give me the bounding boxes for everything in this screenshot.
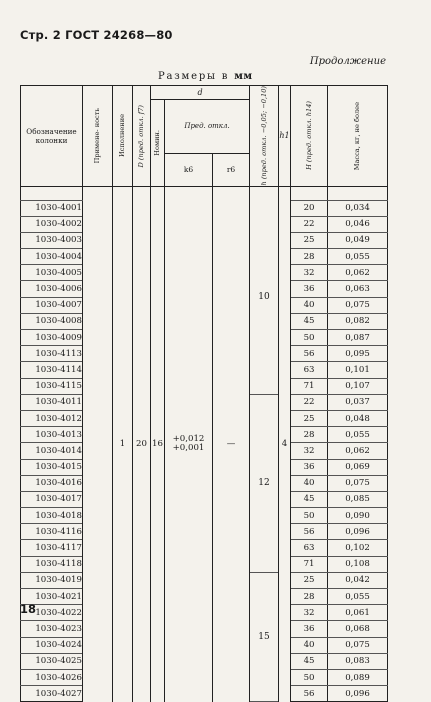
mass-cell: 0,087	[328, 330, 388, 346]
H-cell: 50	[291, 508, 328, 524]
mass-cell: 0,046	[328, 216, 388, 232]
mass-cell: 0,063	[328, 281, 388, 297]
designation-cell: 1030-4018	[21, 508, 83, 524]
H-cell: 25	[291, 410, 328, 426]
H-cell: 32	[291, 265, 328, 281]
H-cell: 63	[291, 540, 328, 556]
k6-tolerance	[165, 186, 213, 702]
gap-code	[21, 186, 83, 200]
mass-cell: 0,037	[328, 394, 388, 410]
mass-cell: 0,048	[328, 410, 388, 426]
designation-cell: 1030-4023	[21, 621, 83, 637]
mass-cell: 0,055	[328, 589, 388, 605]
designation-cell: 1030-4027	[21, 686, 83, 702]
H-cell: 28	[291, 249, 328, 265]
h-group-value: 15	[250, 572, 279, 702]
mass-cell: 0,085	[328, 491, 388, 507]
mass-cell: 0,061	[328, 605, 388, 621]
designation-cell: 1030-4004	[21, 249, 83, 265]
designation-cell: 1030-4113	[21, 346, 83, 362]
H-cell: 45	[291, 313, 328, 329]
col-designation: Обозначение колонки	[21, 86, 83, 187]
designation-cell: 1030-4007	[21, 297, 83, 313]
mass-cell: 0,090	[328, 508, 388, 524]
H-cell: 40	[291, 475, 328, 491]
designation-cell: 1030-4118	[21, 556, 83, 572]
designation-cell: 1030-4021	[21, 589, 83, 605]
col-pred-otkl: Пред. откл.	[165, 100, 250, 154]
H-cell: 45	[291, 491, 328, 507]
H-cell: 36	[291, 459, 328, 475]
col-mass: Масса, кг, не более	[328, 86, 388, 187]
H-cell: 45	[291, 653, 328, 669]
mass-cell: 0,101	[328, 362, 388, 378]
mass-cell: 0,042	[328, 572, 388, 588]
H-gap	[291, 186, 328, 200]
mass-cell: 0,034	[328, 200, 388, 216]
designation-cell: 1030-4026	[21, 669, 83, 685]
continuation-label: Продолжение	[309, 56, 386, 67]
designation-cell: 1030-4022	[21, 605, 83, 621]
mass-cell: 0,068	[328, 621, 388, 637]
H-cell: 36	[291, 281, 328, 297]
designation-cell: 1030-4001	[21, 200, 83, 216]
designation-cell: 1030-4011	[21, 394, 83, 410]
designation-cell: 1030-4116	[21, 524, 83, 540]
col-H: H (пред. откл. h14)	[291, 86, 328, 187]
mass-cell: 0,083	[328, 653, 388, 669]
designation-cell: 1030-4016	[21, 475, 83, 491]
mass-gap	[328, 186, 388, 200]
H-cell: 50	[291, 669, 328, 685]
col-k6: k6	[165, 153, 213, 186]
mass-cell: 0,055	[328, 249, 388, 265]
h-group-value: 12	[250, 394, 279, 572]
h1-value: 4	[279, 186, 291, 702]
H-cell: 40	[291, 637, 328, 653]
table-gap-row	[21, 186, 388, 200]
col-r6: r6	[213, 153, 250, 186]
mass-cell: 0,062	[328, 443, 388, 459]
designation-cell: 1030-4015	[21, 459, 83, 475]
col-execution: Исполнение	[113, 86, 133, 187]
designation-cell: 1030-4003	[21, 232, 83, 248]
sizes-unit: мм	[234, 71, 253, 82]
mass-cell: 0,049	[328, 232, 388, 248]
H-cell: 25	[291, 232, 328, 248]
designation-cell: 1030-4024	[21, 637, 83, 653]
nominal-value: 16	[151, 186, 165, 702]
mass-cell: 0,108	[328, 556, 388, 572]
mass-cell: 0,069	[328, 459, 388, 475]
k6-lower: +0,001	[172, 443, 205, 454]
designation-cell: 1030-4012	[21, 410, 83, 426]
k6-upper: +0,012	[172, 434, 205, 445]
col-application: Примене- ность	[83, 86, 113, 187]
H-cell: 25	[291, 572, 328, 588]
designation-cell: 1030-4006	[21, 281, 83, 297]
designation-cell: 1030-4025	[21, 653, 83, 669]
designation-cell: 1030-4008	[21, 313, 83, 329]
application-cell	[83, 186, 113, 702]
designation-cell: 1030-4009	[21, 330, 83, 346]
designation-cell: 1030-4005	[21, 265, 83, 281]
table-body	[21, 186, 388, 702]
mass-cell: 0,082	[328, 313, 388, 329]
H-cell: 71	[291, 556, 328, 572]
mass-cell: 0,102	[328, 540, 388, 556]
sizes-label: Размеры в	[158, 71, 230, 82]
H-cell: 36	[291, 621, 328, 637]
H-cell: 22	[291, 216, 328, 232]
designation-cell: 1030-4114	[21, 362, 83, 378]
mass-cell: 0,107	[328, 378, 388, 394]
mass-cell: 0,096	[328, 524, 388, 540]
H-cell: 56	[291, 346, 328, 362]
H-cell: 40	[291, 297, 328, 313]
H-cell: 32	[291, 443, 328, 459]
designation-cell: 1030-4019	[21, 572, 83, 588]
designation-cell: 1030-4115	[21, 378, 83, 394]
D-value: 20	[133, 186, 151, 702]
h-gap	[250, 186, 279, 200]
r6-value: —	[213, 186, 250, 702]
mass-cell: 0,096	[328, 686, 388, 702]
H-cell: 50	[291, 330, 328, 346]
designation-cell: 1030-4117	[21, 540, 83, 556]
col-D: D (пред. откл. f7)	[133, 86, 151, 187]
dimensions-table	[20, 85, 388, 702]
H-cell: 28	[291, 589, 328, 605]
col-nominal: Номин.	[151, 100, 165, 187]
mass-cell: 0,075	[328, 637, 388, 653]
designation-cell: 1030-4002	[21, 216, 83, 232]
mass-cell: 0,055	[328, 427, 388, 443]
page-header: Стр. 2 ГОСТ 24268—80	[20, 28, 173, 42]
mass-cell: 0,095	[328, 346, 388, 362]
designation-cell: 1030-4014	[21, 443, 83, 459]
H-cell: 28	[291, 427, 328, 443]
H-cell: 56	[291, 686, 328, 702]
col-h1: h1	[279, 86, 291, 187]
page-number: 18	[20, 602, 37, 616]
H-cell: 22	[291, 394, 328, 410]
col-h: h (пред. откл. −0,05; −0,10)	[250, 86, 279, 187]
mass-cell: 0,089	[328, 669, 388, 685]
H-cell: 32	[291, 605, 328, 621]
H-cell: 63	[291, 362, 328, 378]
mass-cell: 0,062	[328, 265, 388, 281]
designation-cell: 1030-4017	[21, 491, 83, 507]
mass-cell: 0,075	[328, 297, 388, 313]
H-cell: 20	[291, 200, 328, 216]
sizes-caption	[158, 71, 253, 82]
mass-cell: 0,075	[328, 475, 388, 491]
designation-cell: 1030-4013	[21, 427, 83, 443]
H-cell: 56	[291, 524, 328, 540]
execution-value: 1	[113, 186, 133, 702]
col-d: d	[151, 86, 250, 100]
H-cell: 71	[291, 378, 328, 394]
h-group-value: 10	[250, 200, 279, 394]
